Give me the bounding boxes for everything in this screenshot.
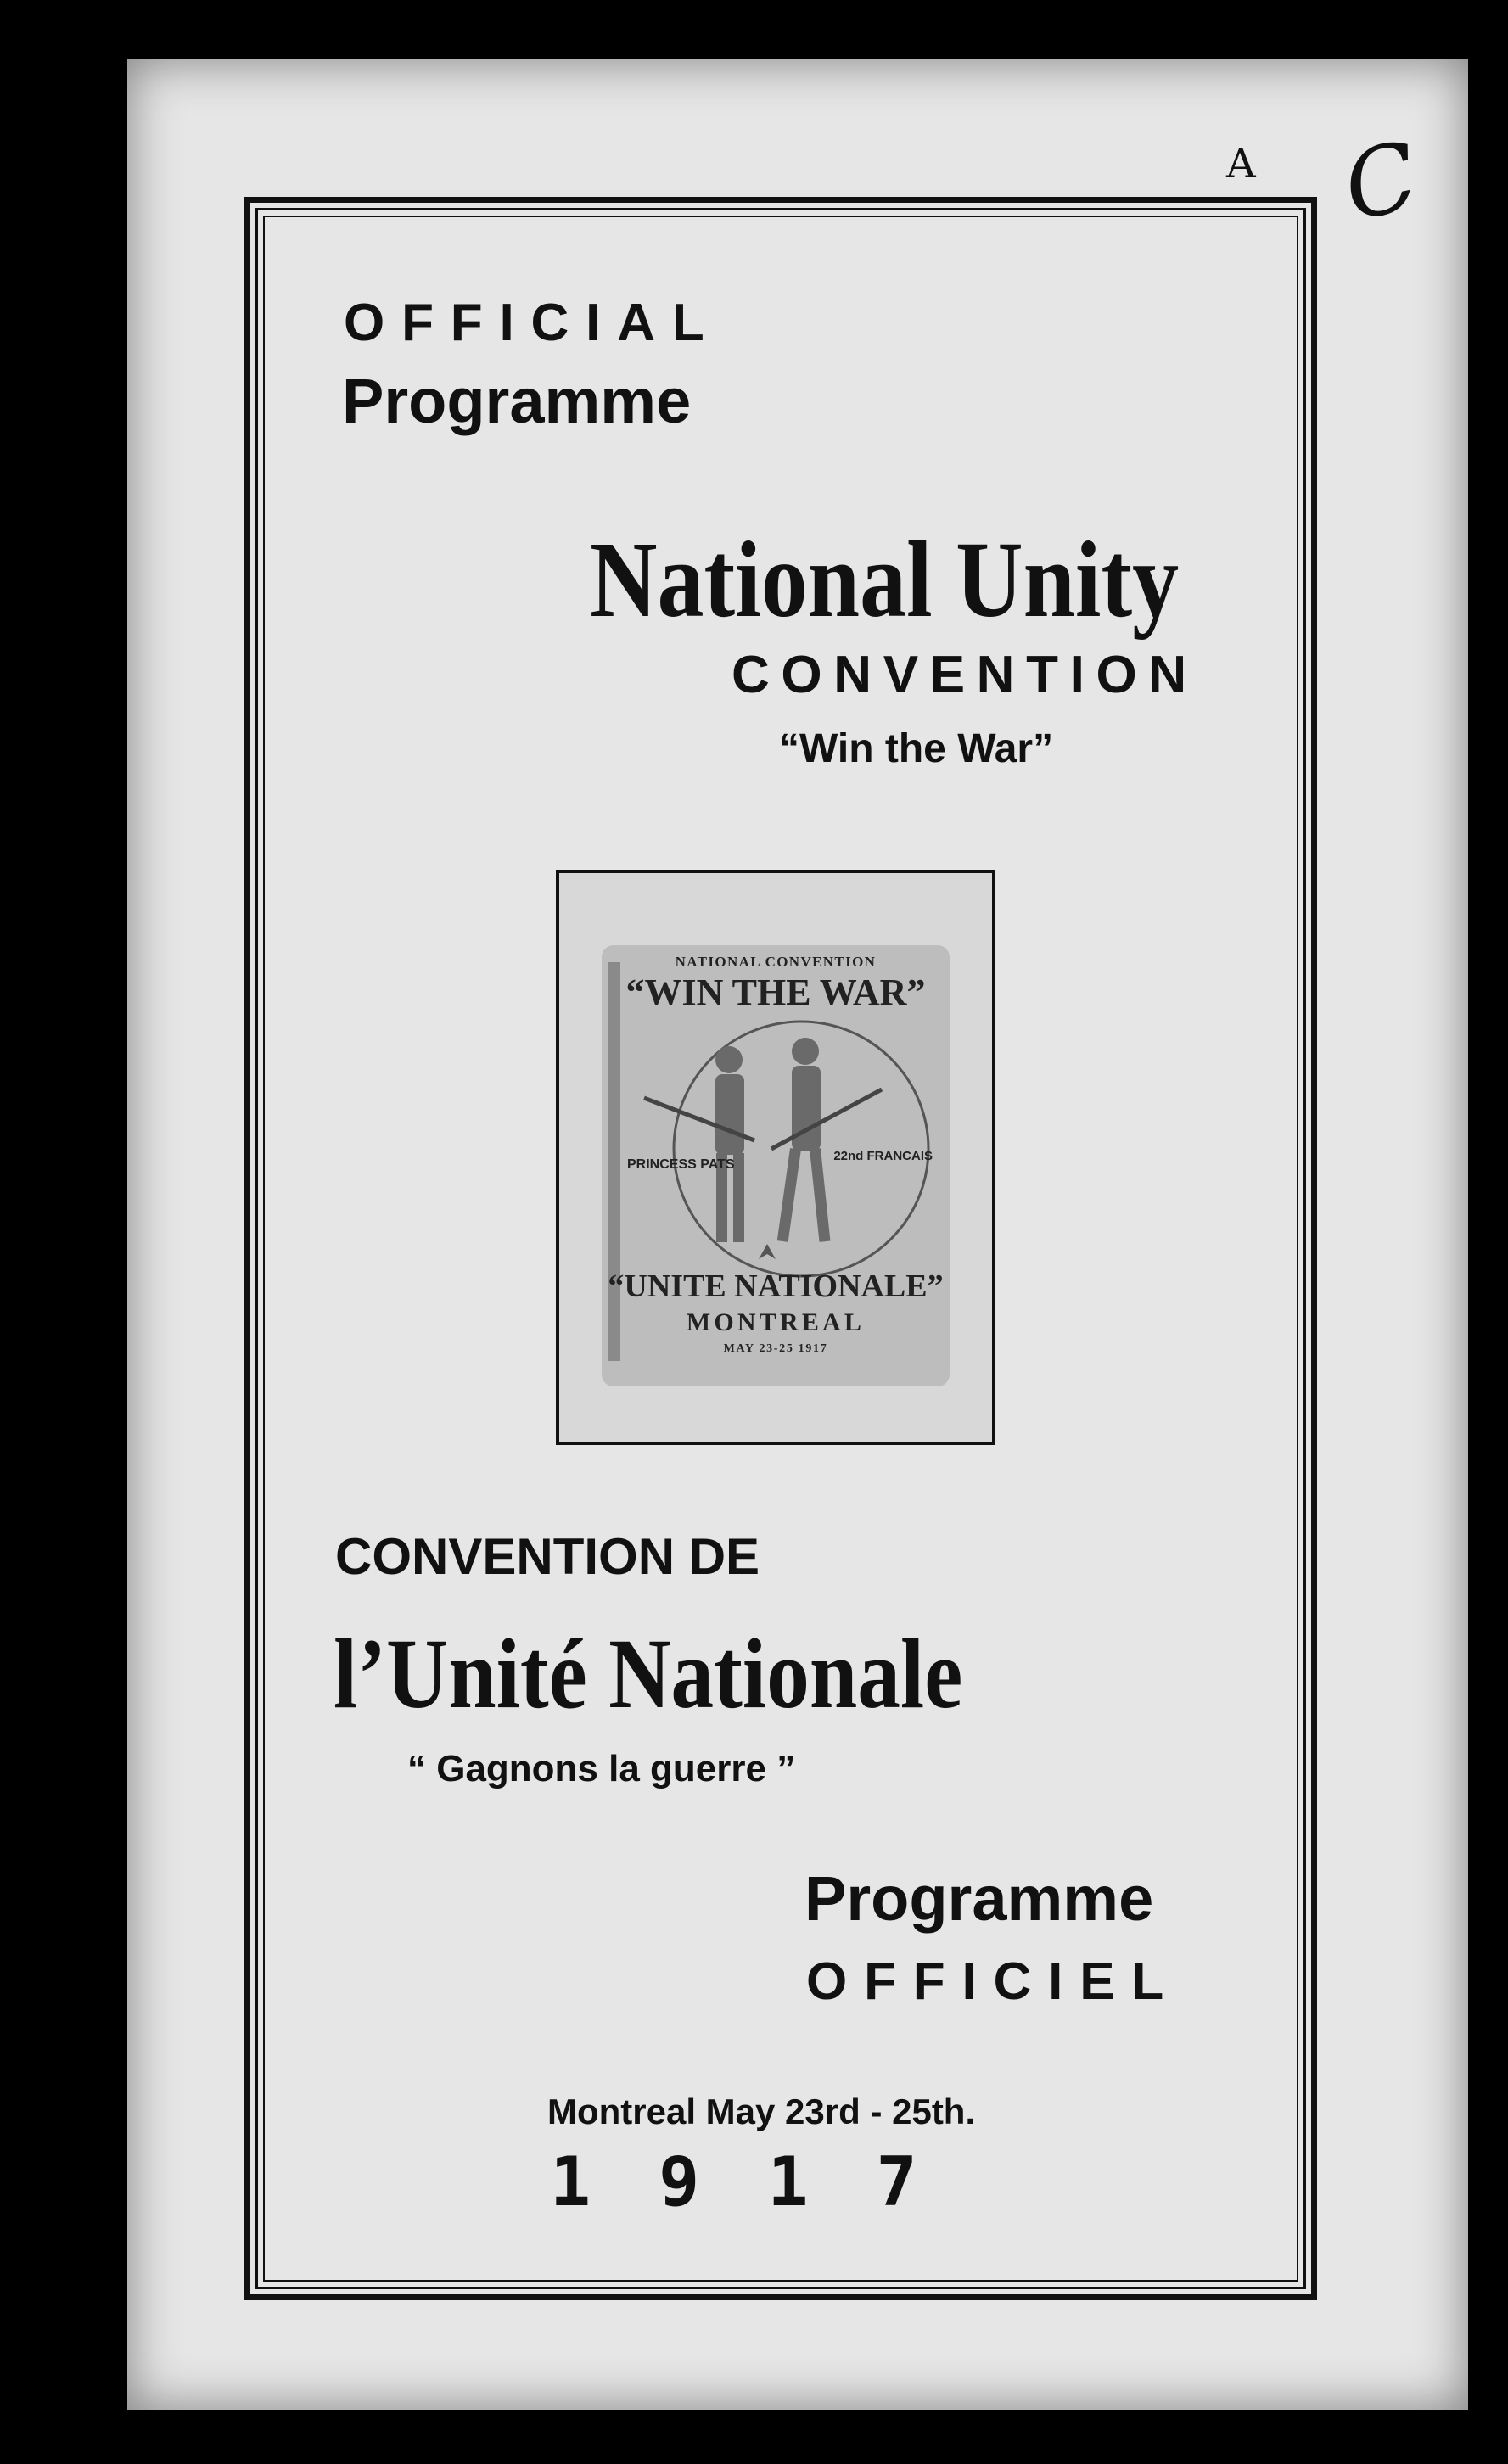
emblem-line-5: MAY 23-25 1917 bbox=[723, 1342, 828, 1355]
emblem-line-2: “WIN THE WAR” bbox=[625, 972, 926, 1013]
emblem-line-3: “UNITE NATIONALE” bbox=[608, 1268, 944, 1304]
title-national-unity: National Unity bbox=[590, 519, 1180, 640]
programme-heading-fr: Programme bbox=[804, 1863, 1154, 1934]
emblem-line-1: NATIONAL CONVENTION bbox=[675, 954, 877, 970]
officiel-heading: OFFICIEL bbox=[806, 1952, 1181, 2011]
archive-mark-a: A bbox=[1226, 140, 1256, 188]
slogan-en: “Win the War” bbox=[779, 726, 1054, 771]
emblem-frame bbox=[556, 870, 995, 1445]
emblem-left-label: PRINCESS PATS bbox=[627, 1157, 735, 1172]
emblem-line-4: MONTREAL bbox=[686, 1308, 866, 1336]
emblem-right-label: 22nd FRANCAIS bbox=[833, 1149, 933, 1163]
convention-dates: Montreal May 23rd - 25th. bbox=[547, 2092, 976, 2131]
title-unite-nationale: l’Unité Nationale bbox=[334, 1618, 963, 1729]
programme-heading-en: Programme bbox=[342, 366, 692, 436]
archive-mark-c: C bbox=[1334, 120, 1427, 243]
convention-year: 1917 bbox=[550, 2142, 985, 2221]
slogan-fr: “ Gagnons la guerre ” bbox=[407, 1748, 796, 1789]
convention-heading-en: CONVENTION bbox=[732, 646, 1198, 704]
convention-emblem-image bbox=[602, 945, 950, 1386]
official-heading: OFFICIAL bbox=[344, 294, 721, 352]
convention-heading-fr: CONVENTION DE bbox=[335, 1528, 760, 1585]
